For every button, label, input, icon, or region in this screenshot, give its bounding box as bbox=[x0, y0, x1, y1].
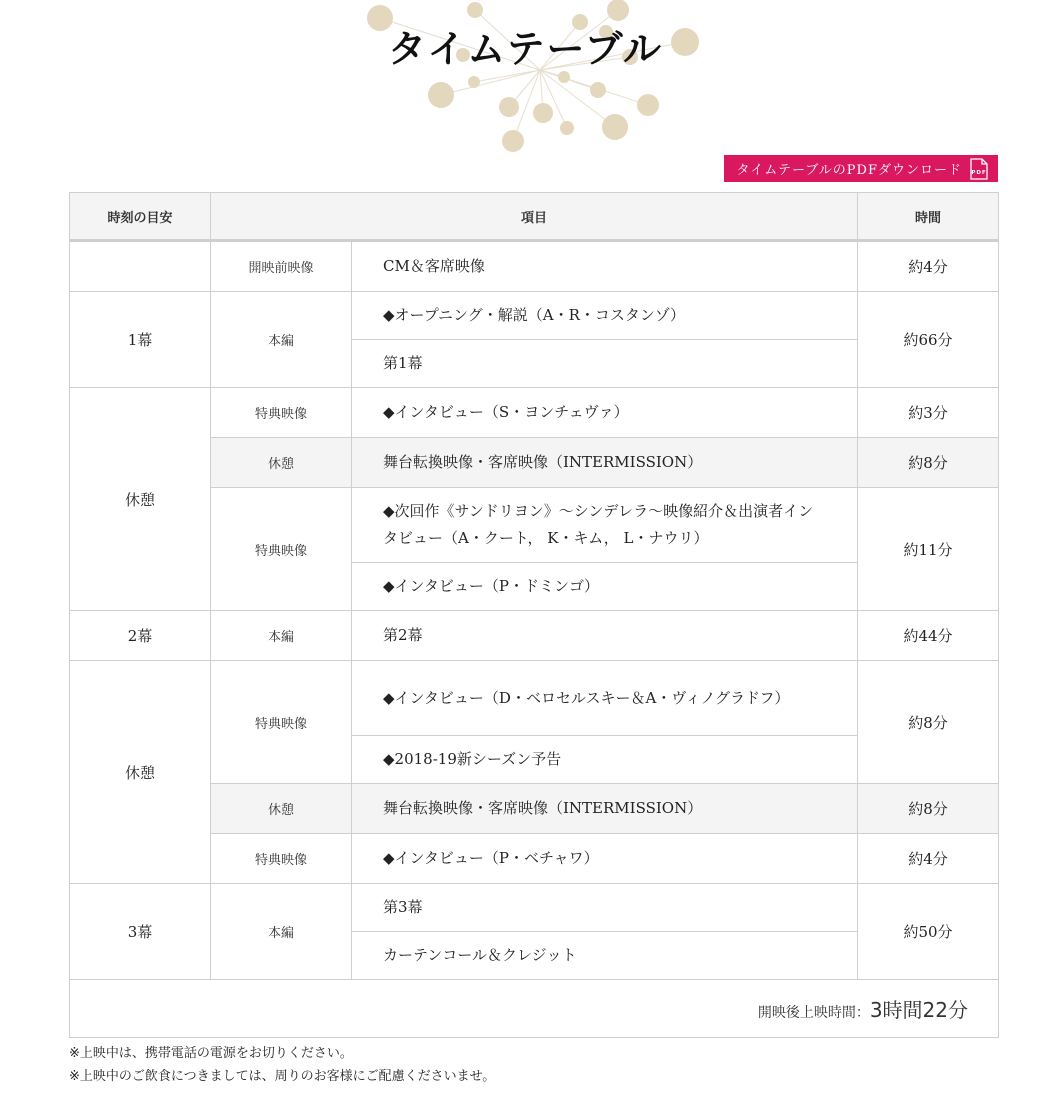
duration-cell: 約4分 bbox=[858, 241, 999, 292]
item-cell: ◆2018-19新シーズン予告 bbox=[352, 736, 858, 784]
category-cell: 特典映像 bbox=[211, 388, 352, 438]
header-item: 項目 bbox=[211, 193, 858, 241]
table-row bbox=[70, 388, 999, 438]
duration-cell: 約66分 bbox=[858, 292, 999, 388]
timetable bbox=[69, 192, 999, 1038]
table-row bbox=[70, 292, 999, 340]
total-label: 開映後上映時間： bbox=[757, 1005, 870, 1021]
duration-cell: 約8分 bbox=[858, 661, 999, 784]
table-row bbox=[70, 884, 999, 932]
category-cell: 開映前映像 bbox=[211, 241, 352, 292]
duration-cell: 約44分 bbox=[858, 611, 999, 661]
item-cell: 第2幕 bbox=[352, 611, 858, 661]
page-header bbox=[0, 0, 1051, 160]
category-cell: 本編 bbox=[211, 884, 352, 980]
item-cell: CM＆客席映像 bbox=[352, 241, 858, 292]
category-cell: 休憩 bbox=[211, 438, 352, 488]
note-item: ※上映中のご飲食につきましては、周りのお客様にご配慮くださいませ。 bbox=[69, 1069, 496, 1084]
duration-cell: 約8分 bbox=[858, 784, 999, 834]
time-cell: 休憩 bbox=[70, 661, 211, 884]
category-cell: 本編 bbox=[211, 611, 352, 661]
time-cell bbox=[70, 241, 211, 292]
item-cell: 第3幕 bbox=[352, 884, 858, 932]
time-cell: 2幕 bbox=[70, 611, 211, 661]
time-cell: 休憩 bbox=[70, 388, 211, 611]
item-cell: 第1幕 bbox=[352, 340, 858, 388]
pdf-download-button[interactable] bbox=[724, 155, 998, 182]
duration-cell: 約8分 bbox=[858, 438, 999, 488]
page-title: タイムテーブル bbox=[387, 26, 664, 71]
pdf-file-icon bbox=[970, 158, 988, 180]
item-cell: 舞台転換映像・客席映像（INTERMISSION） bbox=[352, 784, 858, 834]
table-row bbox=[70, 661, 999, 736]
duration-cell: 約11分 bbox=[858, 488, 999, 611]
category-cell: 本編 bbox=[211, 292, 352, 388]
category-cell: 特典映像 bbox=[211, 834, 352, 884]
item-cell: ◆インタビュー（P・ドミンゴ） bbox=[352, 563, 858, 611]
total-cell bbox=[70, 980, 999, 1038]
item-cell: ◆インタビュー（D・ベロセルスキー＆A・ヴィノグラドフ） bbox=[352, 661, 858, 736]
time-cell: 1幕 bbox=[70, 292, 211, 388]
notes bbox=[69, 1042, 495, 1088]
table-header-row bbox=[70, 193, 999, 241]
duration-cell: 約3分 bbox=[858, 388, 999, 438]
header-duration: 時間 bbox=[858, 193, 999, 241]
item-cell: ◆次回作《サンドリヨン》〜シンデレラ〜映像紹介＆出演者インタビュー（A・クート， K・キム， L・ナウリ） bbox=[352, 488, 858, 563]
category-cell: 特典映像 bbox=[211, 488, 352, 611]
category-cell: 休憩 bbox=[211, 784, 352, 834]
duration-cell: 約50分 bbox=[858, 884, 999, 980]
item-cell: ◆インタビュー（P・ベチャワ） bbox=[352, 834, 858, 884]
table-row bbox=[70, 611, 999, 661]
header-time: 時刻の目安 bbox=[70, 193, 211, 241]
item-cell: 舞台転換映像・客席映像（INTERMISSION） bbox=[352, 438, 858, 488]
item-cell: ◆インタビュー（S・ヨンチェヴァ） bbox=[352, 388, 858, 438]
pdf-icon-text: PDF bbox=[971, 169, 987, 176]
pdf-download-label: タイムテーブルのPDFダウンロード bbox=[736, 163, 962, 178]
total-value: 3時間22分 bbox=[869, 998, 969, 1022]
total-row bbox=[70, 980, 999, 1038]
time-cell: 3幕 bbox=[70, 884, 211, 980]
category-cell: 特典映像 bbox=[211, 661, 352, 784]
item-cell: カーテンコール＆クレジット bbox=[352, 932, 858, 980]
table-row bbox=[70, 241, 999, 292]
duration-cell: 約4分 bbox=[858, 834, 999, 884]
item-cell: ◆オープニング・解説（A・R・コスタンゾ） bbox=[352, 292, 858, 340]
note-item: ※上映中は、携帯電話の電源をお切りください。 bbox=[69, 1046, 353, 1061]
